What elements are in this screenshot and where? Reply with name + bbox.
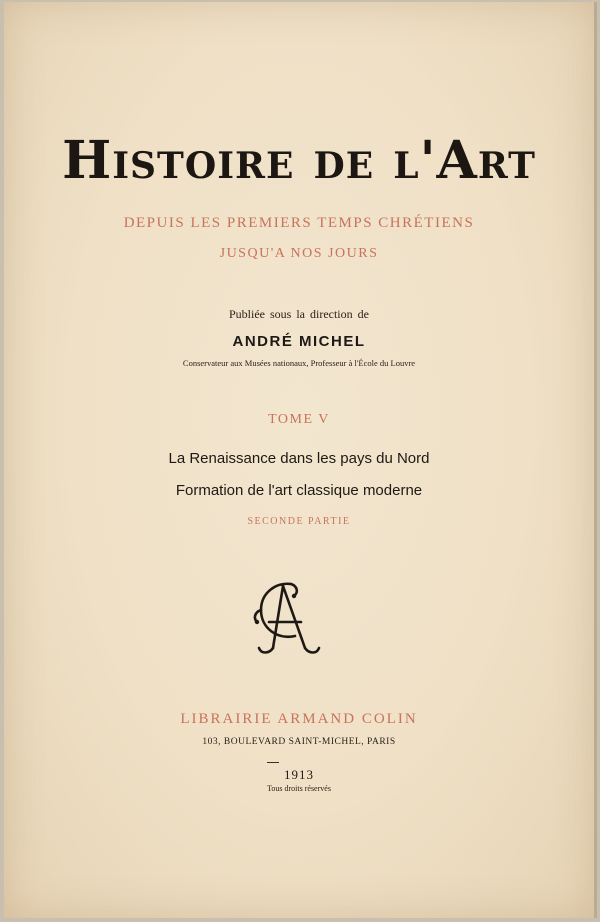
part-label: SECONDE PARTIE <box>247 516 351 527</box>
title-page <box>4 2 597 918</box>
volume-title-line-2: Formation de l'art classique moderne <box>175 482 423 499</box>
publisher-name: LIBRAIRIE ARMAND COLIN <box>180 711 418 727</box>
published-under-text: Publiée sous la direction de <box>229 307 369 321</box>
editor-role: Conservateur aux Musées nationaux, Professeur à l'École du Louvre <box>182 358 416 368</box>
rights-notice: Tous droits réservés <box>267 784 331 793</box>
publisher-address: 103, BOULEVARD SAINT-MICHEL, PARIS <box>202 737 396 747</box>
subtitle-line-1: DEPUIS LES PREMIERS TEMPS CHRÉTIENS <box>123 215 475 231</box>
ac-monogram-icon <box>247 574 327 658</box>
editor-name: ANDRÉ MICHEL <box>232 333 366 350</box>
divider <box>267 762 279 763</box>
volume-title-line-1: La Renaissance dans les pays du Nord <box>168 450 430 467</box>
tome-number: TOME V <box>268 412 330 427</box>
book-title: Histoire de l'Art <box>62 130 536 191</box>
publication-year: 1913 <box>284 767 314 782</box>
subtitle-line-2: JUSQU'A NOS JOURS <box>219 246 379 261</box>
